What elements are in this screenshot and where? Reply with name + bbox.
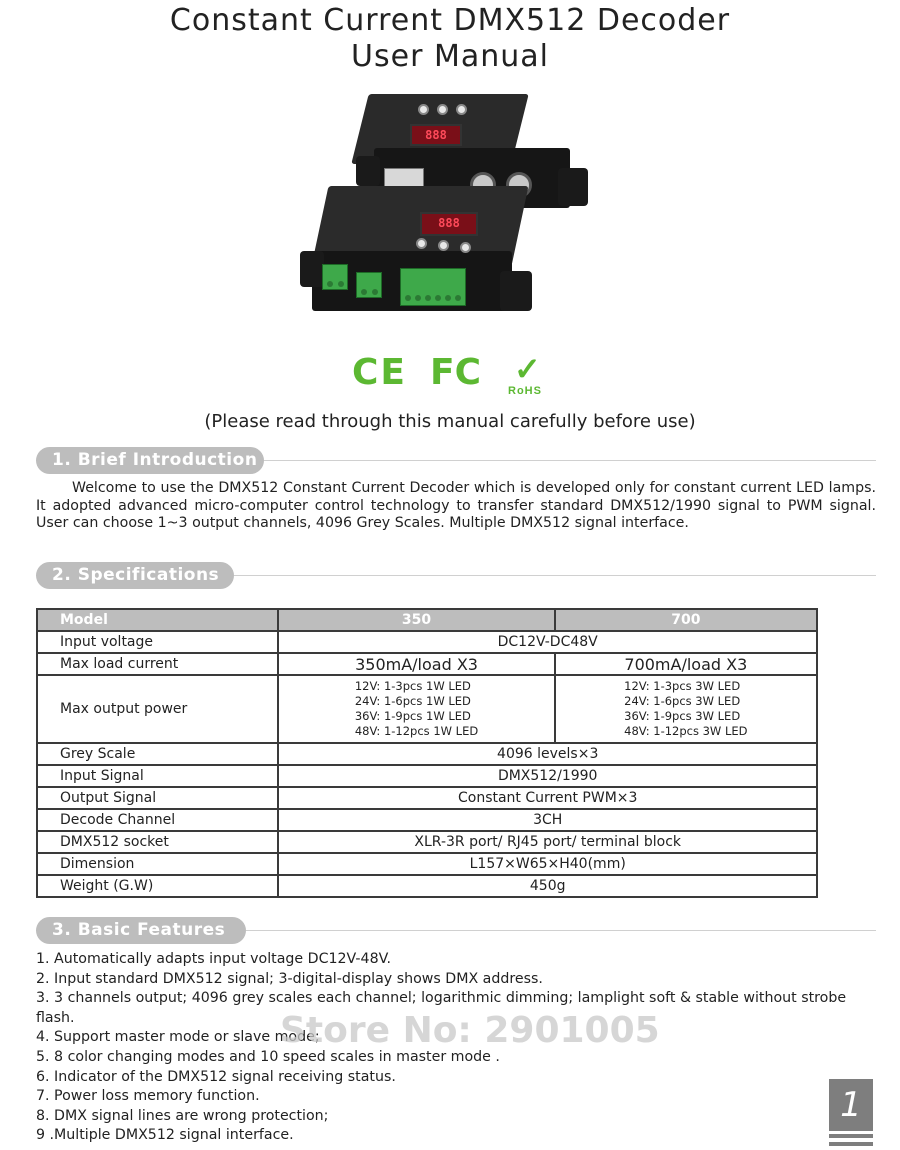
- row-value: 4096 levels×3: [278, 743, 817, 765]
- row-value-700: 700mA/load X3: [555, 653, 817, 675]
- row-value-350: 350mA/load X3: [278, 653, 554, 675]
- column-header: Model: [37, 609, 278, 631]
- row-value: XLR-3R port/ RJ45 port/ terminal block: [278, 831, 817, 853]
- ce-mark-icon: CE: [352, 352, 408, 393]
- power-terminal-icon: [322, 264, 348, 290]
- table-row: [37, 831, 817, 853]
- document-subtitle: User Manual: [351, 39, 549, 74]
- row-label: Input voltage: [37, 631, 278, 653]
- row-value: 3CH: [278, 809, 817, 831]
- row-label: Decode Channel: [37, 809, 278, 831]
- product-image: [300, 86, 590, 316]
- table-row: [37, 853, 817, 875]
- mode-button-icon: [418, 104, 429, 115]
- power-line: 12V: 1-3pcs 3W LED: [624, 679, 741, 693]
- list-item: 6. Indicator of the DMX512 signal receiving status.: [36, 1068, 396, 1085]
- power-line: 48V: 1-12pcs 3W LED: [624, 724, 748, 738]
- page-number-bar: [829, 1134, 873, 1138]
- row-label: Dimension: [37, 853, 278, 875]
- power-line: 24V: 1-6pcs 1W LED: [354, 694, 471, 708]
- down-button-icon: [437, 104, 448, 115]
- row-value: Constant Current PWM×3: [278, 787, 817, 809]
- dmx-terminal-icon: [356, 272, 382, 298]
- section-heading-features: 3. Basic Features: [36, 917, 246, 944]
- list-item: 4. Support master mode or slave mode;: [36, 1029, 320, 1046]
- list-item: 9 .Multiple DMX512 signal interface.: [36, 1127, 294, 1144]
- power-line: 36V: 1-9pcs 3W LED: [624, 709, 741, 723]
- power-line: 48V: 1-12pcs 1W LED: [354, 724, 479, 738]
- table-row: [37, 875, 817, 897]
- column-header: 350: [278, 609, 554, 631]
- mounting-ear: [300, 251, 324, 287]
- rohs-mark-label: RoHS: [508, 385, 542, 397]
- table-row: [37, 631, 817, 653]
- row-value: DMX512/1990: [278, 765, 817, 787]
- led-display: 888: [420, 212, 478, 236]
- table-header-row: [37, 609, 817, 631]
- mode-button-icon: [416, 238, 427, 249]
- list-item: 5. 8 color changing modes and 10 speed scales in master mode .: [36, 1048, 500, 1065]
- list-item: 3. 3 channels output; 4096 grey scales each channel; logarithmic dimming; lamplight soft & stable without strobe flash.: [36, 990, 847, 1026]
- power-line: 24V: 1-6pcs 3W LED: [624, 694, 741, 708]
- store-watermark: Store No: 2901005: [280, 1010, 660, 1051]
- mounting-ear: [356, 156, 380, 186]
- row-value: L157×W65×H40(mm): [278, 853, 817, 875]
- row-label: Grey Scale: [37, 743, 278, 765]
- row-label: Weight (G.W): [37, 875, 278, 897]
- list-item: 2. Input standard DMX512 signal; 3-digital-display shows DMX address.: [36, 970, 543, 987]
- row-value: DC12V-DC48V: [278, 631, 817, 653]
- row-value-350: [278, 675, 554, 743]
- rohs-check-icon: ✓: [514, 351, 541, 387]
- power-line: 36V: 1-9pcs 1W LED: [354, 709, 471, 723]
- intro-paragraph: Welcome to use the DMX512 Constant Current Decoder which is developed only for constant current LED lamps. It adopted advanced micro-computer control technology to transfer standard DMX512/1990 signal to PWM signal. User can choose 1~3 output channels, 4096 Grey Scales. Multiple DMX512 signal interface.: [36, 480, 876, 531]
- list-item: 7. Power loss memory function.: [36, 1088, 260, 1105]
- row-label: Max load current: [37, 653, 278, 675]
- rj45-port-icon: [384, 168, 424, 188]
- document-title: Constant Current DMX512 Decoder: [169, 3, 731, 38]
- row-label: DMX512 socket: [37, 831, 278, 853]
- output-terminal-block-icon: [400, 268, 466, 306]
- page-number: 1: [829, 1079, 873, 1131]
- table-row: [37, 787, 817, 809]
- list-item: 1. Automatically adapts input voltage DC12V-48V.: [36, 951, 391, 967]
- table-row: [37, 809, 817, 831]
- row-value: 450g: [278, 875, 817, 897]
- power-line: 12V: 1-3pcs 1W LED: [354, 679, 471, 693]
- row-label: Input Signal: [37, 765, 278, 787]
- table-row: [37, 743, 817, 765]
- table-row: [37, 653, 817, 675]
- up-button-icon: [456, 104, 467, 115]
- column-header: 700: [555, 609, 817, 631]
- mounting-ear: [558, 168, 588, 206]
- fcc-mark-icon: FC: [430, 352, 482, 393]
- certification-marks: [352, 352, 562, 402]
- up-button-icon: [460, 242, 471, 253]
- row-label: Output Signal: [37, 787, 278, 809]
- led-display: 888: [410, 124, 462, 146]
- row-value-700: [555, 675, 817, 743]
- specifications-table: [36, 608, 818, 898]
- row-label: Max output power: [37, 675, 278, 743]
- read-manual-note: (Please read through this manual carefully before use): [204, 411, 696, 432]
- page-number-bar: [829, 1142, 873, 1146]
- table-row: [37, 675, 817, 743]
- section-heading-specs: 2. Specifications: [36, 562, 234, 589]
- mounting-ear: [500, 271, 532, 311]
- down-button-icon: [438, 240, 449, 251]
- section-heading-intro: 1. Brief Introduction: [36, 447, 264, 474]
- table-row: [37, 765, 817, 787]
- list-item: 8. DMX signal lines are wrong protection;: [36, 1107, 329, 1124]
